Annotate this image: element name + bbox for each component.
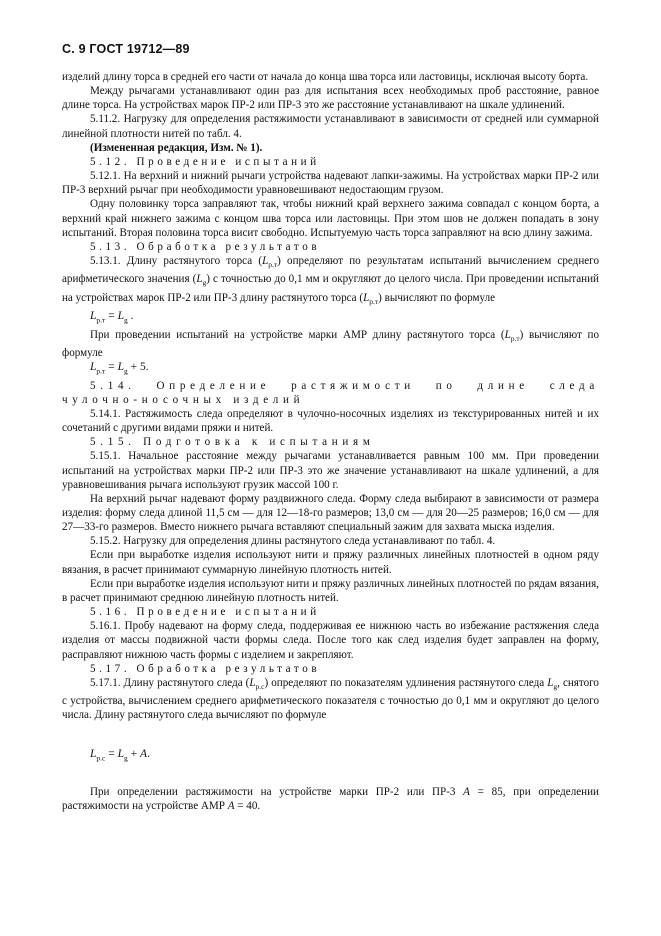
paragraph: При определении растяжимости на устройстве марки ПР-2 или ПР-3 A = 85, при определении растяжимости на устройстве АМР A = 40.: [62, 786, 599, 813]
paragraph: 5.16.1. Пробу надевают на форму следа, поддерживая ее нижнюю часть во избежание растяжения следа изделия от массы подвижной части формы следа. После того как след изделия будет заправлен на форму, расправляют нижнюю часть формы с изделием и закрепляют.: [62, 620, 599, 661]
paragraph: При проведении испытаний на устройстве марки АМР длину растянутого торса $(L_{р.т})$ вычисляют по формуле: [62, 328, 599, 359]
amendment-note: (Измененная редакция, Изм. № 1).: [90, 141, 263, 154]
section-heading-5-15: 5.15. Подготовка к испытаниям: [90, 436, 375, 449]
page-header: С. 9 ГОСТ 19712—89: [62, 42, 190, 56]
paragraph: Если при выработке изделия используют нити и пряжу различных линейных плотностей в одном ряду вязания, в расчет принимают суммарную линейную плотность нитей.: [62, 549, 599, 576]
paragraph: 5.15.2. Нагрузку для определения длины растянутого следа устанавливают по табл. 4.: [90, 535, 496, 548]
paragraph: Одну половинку торса заправляют так, чтобы нижний край верхнего зажима совпадал с концом борта, а верхний край нижнего зажима с концом шва торса или ластовицы. При этом шов не должен попадать в зону испытаний. Вторая половина торса висит свободно. Испытуемую часть торса заправляют на всю длину зажима.: [62, 198, 599, 239]
paragraph: На верхний рычаг надевают форму раздвижного следа. Форму следа выбирают в зависимости от размера изделия: форму следа длиной 11,5 см — для 12—18-го размеров; 13,0 см — для 20—25 размеров; 16,0 см — для 27—33-го размеров. Вместо нижнего рычага вставляют специальный зажим для захвата мыска изделия.: [62, 492, 599, 534]
section-heading-5-14: 5.14. Определение растяжимости по длине следа чулочно-носочных изделий: [62, 379, 599, 406]
paragraph: 5.11.2. Нагрузку для определения растяжимости устанавливают в зависимости от средней или суммарной линейной плотности нитей по табл. 4.: [62, 113, 599, 140]
paragraph: Если при выработке изделия используют нити и пряжу различных линейных плотностей по рядам вязания, в расчет принимают среднюю линейную плотность нитей.: [62, 577, 599, 604]
section-heading-5-17: 5.17. Обработка результатов: [90, 662, 321, 675]
paragraph: 5.12.1. На верхний и нижний рычаги устройства надевают лапки-зажимы. На устройствах марки ПР-2 или ПР-3 верхний рычаг при необходимости уравновешивают недостающим грузом.: [62, 170, 599, 197]
formula-1: $L_{р.т} = L_g$ .: [90, 310, 134, 325]
paragraph-5-13-1: 5.13.1. Длину растянутого торса $(L_{р.т})$ определяют по результатам испытаний вычислением среднего арифметического значения $(L_g)$ с точностью до 0,1 мм и округляют до целого числа. При проведении испытаний на устройствах марок ПР-2 или ПР-3 длину растянутого торса $(L_{р.т})$ вычисляют по формуле: [62, 255, 600, 306]
paragraph: 5.15.1. Начальное расстояние между рычагами устанавливается равным 100 мм. При проведении испытаний на устройствах марки ПР-2 или ПР-3 это же значение устанавливают на шкале удлинений, а для уравновешивания рычага используют грузик массой 100 г.: [62, 450, 599, 491]
section-heading-5-16: 5.16. Проведение испытаний: [90, 606, 320, 619]
formula-2: $L_{р.т} = L_g + 5$.: [90, 361, 149, 376]
document-body: [62, 70, 599, 813]
section-heading-5-12: 5.12. Проведение испытаний: [90, 155, 320, 168]
section-heading-5-13: 5.13. Обработка результатов: [90, 240, 321, 253]
paragraph-5-17-1: 5.17.1. Длину растянутого следа $(L_{р.с})$ определяют по показателям удлинения растянутого следа $L_g$, снятого с устройства, вычислением среднего арифметического показателя с точностью до 0,1 мм и округляют до целого числа. Длину растянутого следа вычисляют по формуле: [62, 676, 599, 722]
formula-3: $L_{р.с} = L_g + A$.: [90, 747, 150, 762]
paragraph: изделий длину торса в средней его части от начала до конца шва торса или ластовицы, исключая высоту борта.: [62, 71, 589, 83]
paragraph: 5.14.1. Растяжимость следа определяют в чулочно-носочных изделиях из текстурированных нитей и их сочетаний с другими видами пряжи и нитей.: [62, 407, 599, 435]
paragraph: Между рычагами устанавливают один раз для испытания всех необходимых проб расстояние, равное длине торса. На устройствах марок ПР-2 или ПР-3 это же расстояние устанавливают на шкале удлинений.: [62, 85, 599, 112]
